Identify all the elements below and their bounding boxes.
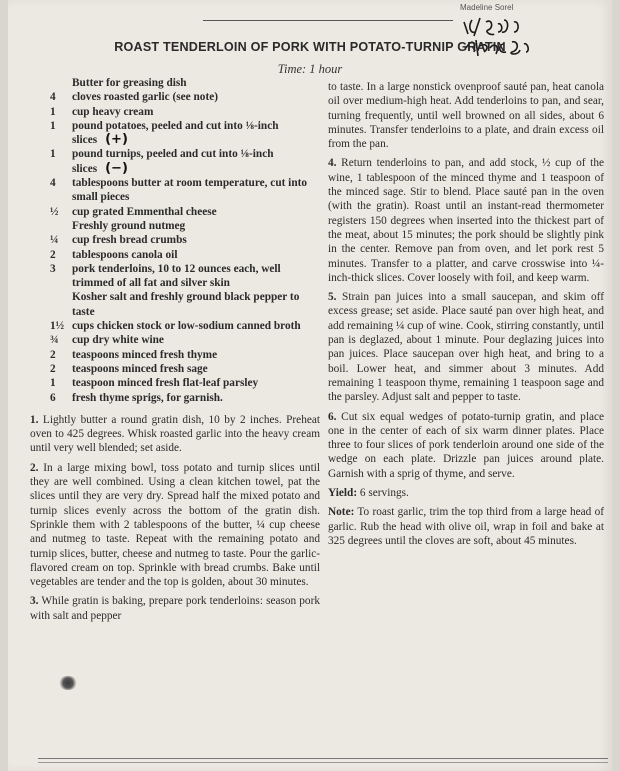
ingredient-text: cup grated Emmenthal cheese <box>72 205 217 218</box>
ingredient-qty: ½ <box>50 205 59 218</box>
step-3-continuation: to taste. In a large nonstick ovenproof sauté pan, heat canola oil over medium-high heat. Add tenderloins to pan, and sear, turning frequently, until well browned on all sides, about 6 minutes. Transfer tenderloins to a plate, and drain excess oil from the pan. <box>328 81 604 151</box>
bottom-rule <box>38 758 608 759</box>
ingredient-item <box>30 105 320 119</box>
step-number: 1. <box>30 413 39 426</box>
ingredient-item <box>30 205 320 219</box>
ingredient-qty: 6 <box>50 391 56 404</box>
step-text: Return tenderloins to pan, and add stock, ½ cup of the wine, 1 tablespoon of the minced thyme and 1 teaspoon of the minced sage. Stir to blend. Place sauté pan in the oven (with the gratin). Roast until an instant-read thermometer registers 150 degrees when inserted into the thickest part of the meat, about 15 minutes; the pork should be slightly pink in the center. Remove pan from oven, and let pork rest 5 minutes. Transfer to a platter, and carve crosswise into ¼-inch-thick slices. Cover loosely with foil, and keep warm. <box>328 157 604 284</box>
ingredient-text: cup dry white wine <box>72 334 164 347</box>
handwritten-annotation <box>460 14 580 64</box>
ingredient-text: cup heavy cream <box>72 105 154 118</box>
handwritten-mark: (+) <box>105 132 128 148</box>
ingredient-item <box>30 262 320 291</box>
ingredient-list <box>30 76 320 405</box>
ingredient-text: Butter for greasing dish <box>72 77 187 89</box>
ingredient-qty: 1 <box>50 148 56 161</box>
yield-text: 6 servings. <box>359 487 409 500</box>
ingredient-item <box>30 362 320 376</box>
ingredient-item <box>30 248 320 262</box>
step <box>30 594 320 623</box>
ingredient-qty: 4 <box>50 177 56 190</box>
ingredient-text: fresh thyme sprigs, for garnish. <box>72 391 223 404</box>
ingredient-text: cup fresh bread crumbs <box>72 234 187 247</box>
ingredient-qty: 1½ <box>50 320 65 333</box>
ingredient-item <box>30 119 320 148</box>
ingredient-qty: 2 <box>50 248 56 261</box>
note <box>328 505 604 548</box>
ingredient-item <box>30 290 320 319</box>
ingredient-qty: 2 <box>50 362 56 375</box>
ingredient-qty: 4 <box>50 91 56 104</box>
step-text: In a large mixing bowl, toss potato and turnip slices until they are well combined. Using a clean kitchen towel, pat the slices until they are very dry. Spread half the mixed potato and turnip slices evenly across the bottom of the gratin dish. Sprinkle them with 2 tablespoons of the butter, ¼ cup cheese and nutmeg to taste. Repeat with the remaining potato and turnip slices, butter, cheese and nutmeg to taste. Pour the garlic-flavored cream on top. Sprinkle with bread crumbs. Bake until vegetables are tender and the top is golden, about 30 minutes. <box>30 461 321 589</box>
ingredient-qty: ¼ <box>50 234 59 247</box>
steps-right <box>328 156 604 481</box>
left-column <box>30 76 320 628</box>
ingredient-qty: 2 <box>50 348 56 361</box>
ingredient-item <box>30 233 320 247</box>
ingredient-qty: ¾ <box>50 334 59 347</box>
byline: Madeline Sorel <box>460 3 514 12</box>
step-number: 2. <box>30 461 39 474</box>
step-number: 5. <box>328 291 337 304</box>
step <box>30 461 320 590</box>
ingredient-text: pound turnips, peeled and cut into ⅛-inch slices <box>72 148 274 175</box>
right-column <box>328 80 604 553</box>
ingredient-item <box>30 333 320 347</box>
step-text: Strain pan juices into a small saucepan, and skim off excess grease; set aside. Place sauté pan over high heat, and add remaining ¼ cup of wine. Cook, stirring constantly, until pan is deglazed, about 1 minute. Pour deglazing juices into pan juices. Place saucepan over high heat, and bring to a boil. Lower heat, and simmer about 3 minutes. Add remaining 1 teaspoon thyme, remaining 1 teaspoon sage and the parsley. Adjust salt and pepper to taste. <box>328 291 605 404</box>
step-number: 3. <box>30 595 39 608</box>
top-rule <box>203 20 453 21</box>
steps-left <box>30 413 320 623</box>
ingredient-item <box>30 319 320 333</box>
ingredient-text: cloves roasted garlic (see note) <box>72 91 218 104</box>
ingredient-item <box>30 76 320 90</box>
step <box>328 156 604 285</box>
ingredient-text: pound potatoes, peeled and cut into ⅛-inch slices <box>72 119 279 147</box>
ingredient-item <box>30 348 320 362</box>
ingredient-text: Freshly ground nutmeg <box>72 219 186 232</box>
ingredient-text: Kosher salt and freshly ground black pepper to taste <box>72 291 300 318</box>
ink-smudge <box>58 676 78 690</box>
recipe-title: ROAST TENDERLOIN OF PORK WITH POTATO-TURNIP GRATIN <box>114 40 506 54</box>
ingredient-item <box>30 219 320 233</box>
newspaper-clipping <box>8 0 612 771</box>
ingredient-item <box>30 176 320 205</box>
note-text: To roast garlic, trim the top third from a large head of garlic. Rub the head with olive oil, wrap in foil and bake at 325 degrees until the cloves are soft, about 45 minutes. <box>328 506 604 547</box>
ingredient-text: tablespoons butter at room temperature, cut into small pieces <box>72 177 308 204</box>
note-label: Note: <box>328 506 355 519</box>
ingredient-qty: 1 <box>50 377 56 390</box>
handwritten-mark: (−) <box>105 160 128 176</box>
ingredient-text: cups chicken stock or low-sodium canned broth <box>72 320 301 333</box>
step-text: Lightly butter a round gratin dish, 10 by 2 inches. Preheat oven to 425 degrees. Whisk roasted garlic into the heavy cream until very well blended; set aside. <box>30 413 321 455</box>
ingredient-text: teaspoon minced fresh flat-leaf parsley <box>72 377 259 390</box>
step-number: 6. <box>328 410 337 423</box>
bottom-rule-2 <box>38 762 608 763</box>
ingredient-item <box>30 391 320 405</box>
ingredient-item <box>30 90 320 104</box>
yield <box>328 486 604 500</box>
ingredient-qty: 1 <box>50 119 56 132</box>
ingredient-item <box>30 147 320 176</box>
yield-label: Yield: <box>328 487 358 500</box>
step <box>328 410 604 481</box>
step <box>30 413 320 456</box>
step-number: 4. <box>328 157 337 170</box>
ingredient-item <box>30 376 320 390</box>
ingredient-qty: 1 <box>50 105 56 118</box>
step-text: While gratin is baking, prepare pork tenderloins: season pork with salt and pepper <box>30 595 320 622</box>
cook-time: Time: 1 hour <box>277 62 343 76</box>
step <box>328 290 604 404</box>
step-text: Cut six equal wedges of potato-turnip gratin, and place one in the center of each of six warm dinner plates. Place three to four slices of pork tenderloin around one side of the wedge on each plate. Drizzle pan juices around plate. Garnish with a sprig of thyme, and serve. <box>328 410 605 480</box>
ingredient-text: teaspoons minced fresh sage <box>72 362 208 375</box>
ingredient-text: pork tenderloins, 10 to 12 ounces each, well trimmed of all fat and silver skin <box>72 262 281 290</box>
ingredient-text: tablespoons canola oil <box>72 248 178 261</box>
ingredient-qty: 3 <box>50 262 56 275</box>
ingredient-text: teaspoons minced fresh thyme <box>72 348 218 361</box>
